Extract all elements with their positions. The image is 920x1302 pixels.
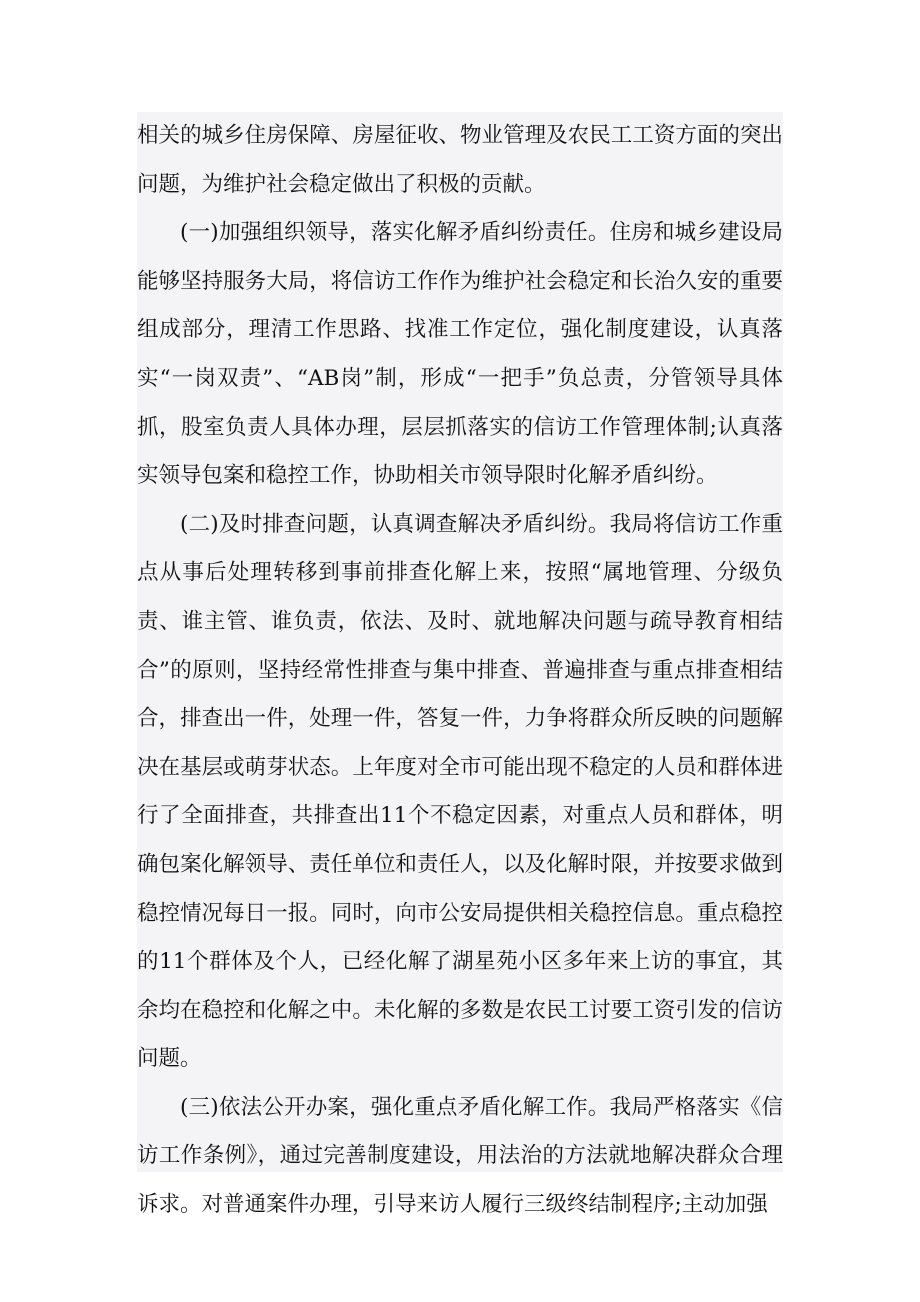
paragraph-section-3: (三)依法公开办案，强化重点矛盾化解工作。我局严格落实《信访工作条例》，通过完善制度建设，用法治的方法就地解决群众合理诉求。对普通案件办理，引导来访人履行三级终结制程序;主动加强 [137,1094,783,1218]
paragraph-continuation: 相关的城乡住房保障、房屋征收、物业管理及农民工工资方面的突出问题，为维护社会稳定做出了积极的贡献。 [137,123,783,197]
paragraph-section-2: (二)及时排查问题，认真调查解决矛盾纠纷。我局将信访工作重点从事后处理转移到事前排查化解上来，按照“属地管理、分级负责、谁主管、谁负责，依法、及时、就地解决问题与疏导教育相结合”的原则，坚持经常性排查与集中排查、普遍排查与重点排查相结合，排查出一件，处理一件，答复一件，力争将群众所反映的问题解决在基层或萌芽状态。上年度对全市可能出现不稳定的人员和群体进行了全面排查，共排查出11个不稳定因素，对重点人员和群体，明确包案化解领导、责任单位和责任人，以及化解时限，并按要求做到稳控情况每日一报。同时，向市公安局提供相关稳控信息。重点稳控的11个群体及个人，已经化解了湖星苑小区多年来上访的事宜，其余均在稳控和化解之中。未化解的多数是农民工讨要工资引发的信访问题。 [137,511,783,1072]
paragraph-section-1: (一)加强组织领导，落实化解矛盾纠纷责任。住房和城乡建设局能够坚持服务大局，将信访工作作为维护社会稳定和长治久安的重要组成部分，理清工作思路、找准工作定位，强化制度建设，认真落实“一岗双责”、“AB岗”制，形成“一把手”负总责，分管领导具体抓，股室负责人具体办理，层层抓落实的信访工作管理体制;认真落实领导包案和稳控工作，协助相关市领导限时化解矛盾纠纷。 [137,220,783,489]
document-body [137,112,783,1218]
